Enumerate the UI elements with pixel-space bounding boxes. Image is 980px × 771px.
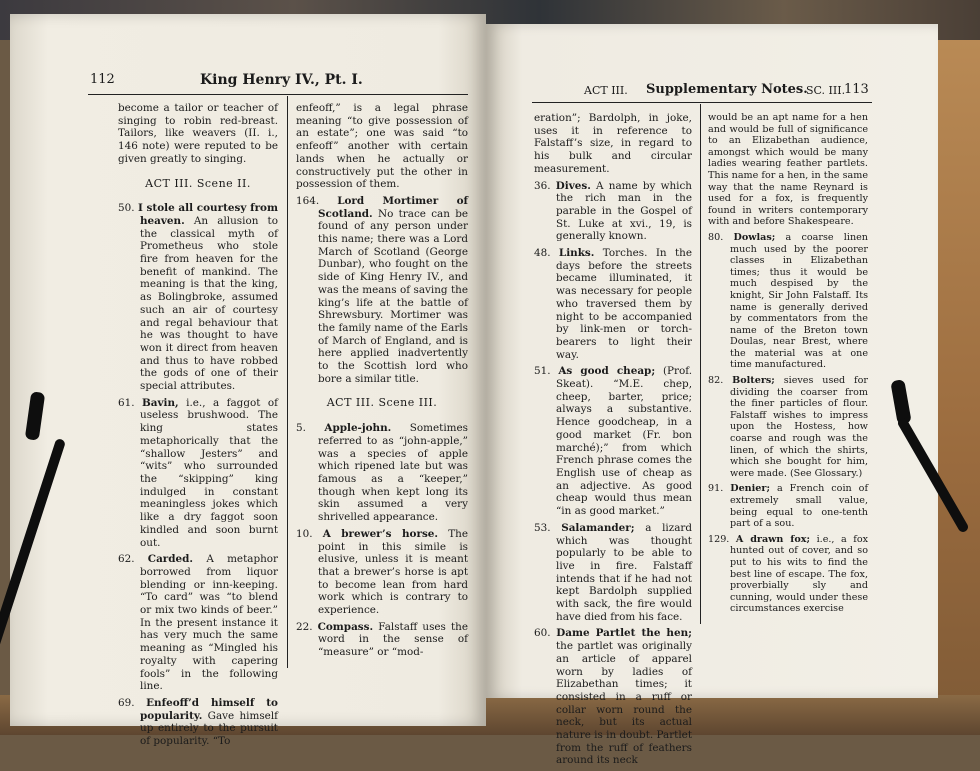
note: 22. Compass. Falstaff uses the word in the sense of “measure” or “mod-: [296, 620, 468, 659]
note: 53. Salamander; a lizard which was thought popularly to be able to live in fire. Falstaff intends that if he had not kept Bardolph supplied with sack, the fire would have died from his face.: [534, 521, 693, 623]
note: 91. Denier; a French coin of extremely small value, being equal to one-tenth part of a sou.: [708, 483, 868, 530]
act-heading: ACT III. Scene II.: [145, 176, 251, 190]
note: 69. Enfeoff’d himself to popularity. Gave himself up entirely to the pursuit of popularity. “To: [118, 696, 278, 748]
note: 36. Dives. A name by which the rich man in the parable in the Gospel of St. Luke at xvi., 19, is generally known.: [534, 179, 692, 243]
right-running-title: Supplementary Notes.: [646, 82, 808, 97]
right-page: [486, 24, 938, 767]
left-page: [10, 14, 486, 748]
note: 61. Bavin, i.e., a faggot of useless brushwood. The king states metaphorically that the “shallow Jesters” and “wits” who surrounded the “skipping” king indulged in constant meaningless jokes which like a dry faggot soon kindled and soon burnt out.: [118, 396, 278, 549]
note: 62. Carded. A metaphor borrowed from liquor blending or inn-keeping. “To card” was “to blend or mix two kinds of beer.” In the present instance it has very much the same meaning as “Mingled his royalty with capering fools” in the following line.: [118, 553, 279, 693]
right-scene-label: SC. III.: [806, 84, 846, 97]
right-column-1: [534, 112, 692, 771]
note: 80. Dowlas; a coarse linen much used by the poorer classes in Elizabethan times; thus it would be much despised by the knight, Sir John Falstaff. Its name is generally derived by commentators from the name of the Breton town Doulas, near Brest, where the material was at one time manufactured.: [708, 231, 868, 371]
left-column-1: [118, 102, 278, 752]
note: 48. Links. Torches. In the days before the streets became illuminated, it was necessary for people who traversed them by night to be accompanied by link-men or torch-bearers to light their way.: [534, 247, 693, 361]
act-heading: ACT III. Scene III.: [326, 396, 438, 410]
right-act-label: ACT III.: [584, 84, 628, 97]
right-header-rule: [532, 102, 872, 103]
left-column-2: [296, 102, 468, 663]
left-column-rule: [287, 96, 288, 668]
left-running-title: King Henry IV., Pt. I.: [200, 72, 363, 88]
left-header-rule: [88, 94, 468, 95]
right-column-2: [708, 112, 868, 619]
note: 129. A drawn fox; i.e., a fox hunted out of cover, and so put to his wits to find the best line of escape. The fox, proverbially sly and cunning, would under these circumstances exercise: [708, 533, 869, 615]
note: 82. Bolters; sieves used for dividing the coarser from the finer particles of flour. Falstaff wishes to impress upon the Hostess, how coarse and rough was the linen, of which the shirts, which she bought for him, were made. (See Glossary.): [708, 375, 868, 479]
continuation-text: would be an apt name for a hen and would be full of significance to an Elizabethan audience, amongst which would be many ladies wearing feather partlets. This name for a hen, in the same way that the name Reynard is used for a fox, is frequently found in writers contemporary with and before Shakespeare.: [708, 112, 868, 228]
continuation-text: eration”; Bardolph, in joke, uses it in reference to Falstaff’s size, in regard to his bulk and circular measurement.: [534, 112, 692, 175]
note: 51. As good cheap; (Prof. Skeat). “M.E. chep, cheep, barter, price; always a substantive. Hence goodcheap, in a good market (Fr. bon marché);” from which French phrase comes the English use of cheap as an adjective. As good cheap would thus mean “in as good market.”: [534, 365, 692, 518]
note: 164. Lord Mortimer of Scotland. No trace can be found of any person under this name; there was a Lord March of Scotland (George Dunbar), who fought on the side of King Henry IV., and was the means of saving the king’s life at the battle of Shrewsbury. Mortimer was the family name of the Earls of March of England, and is here applied inadvertently to the Scottish lord who bore a similar title.: [296, 194, 468, 385]
continuation-text: become a tailor or teacher of singing to robin red-breast. Tailors, like weavers (II. i., 146 note) were reputed to be given greatly to singing.: [118, 102, 278, 165]
right-column-rule: [700, 104, 701, 624]
right-page-number: 113: [844, 82, 869, 97]
note: 5. Apple-john. Sometimes referred to as “john-apple,” was a species of apple which ripened late but was famous as a “keeper,” though when kept long its skin assumed a very shrivelled appearance.: [296, 422, 468, 524]
note: 60. Dame Partlet the hen; the partlet was originally an article of apparel worn by ladies of Elizabethan times; it consisted in a ruff or collar worn round the neck, but its actual nature is in doubt. Partlet from the ruff of feathers around its neck: [534, 627, 692, 767]
note: 50. I stole all courtesy from heaven. An allusion to the classical myth of Prometheus who stole fire from heaven for the benefit of mankind. The meaning is that the king, as Bolingbroke, assumed such an air of courtesy and regal behaviour that he was thought to have won it direct from heaven and thus to have robbed the gods of one of their special attributes.: [118, 202, 278, 393]
left-page-number: 112: [90, 72, 115, 87]
note: 10. A brewer’s horse. The point in this simile is elusive, unless it is meant that a brewer’s horse is apt to become lean from hard work which is contrary to experience.: [296, 527, 468, 617]
continuation-text: enfeoff,” is a legal phrase meaning “to give possession of an estate”; one was said “to enfeoff” another with certain lands when he actually or constructively put the other in possession of them.: [296, 102, 468, 191]
